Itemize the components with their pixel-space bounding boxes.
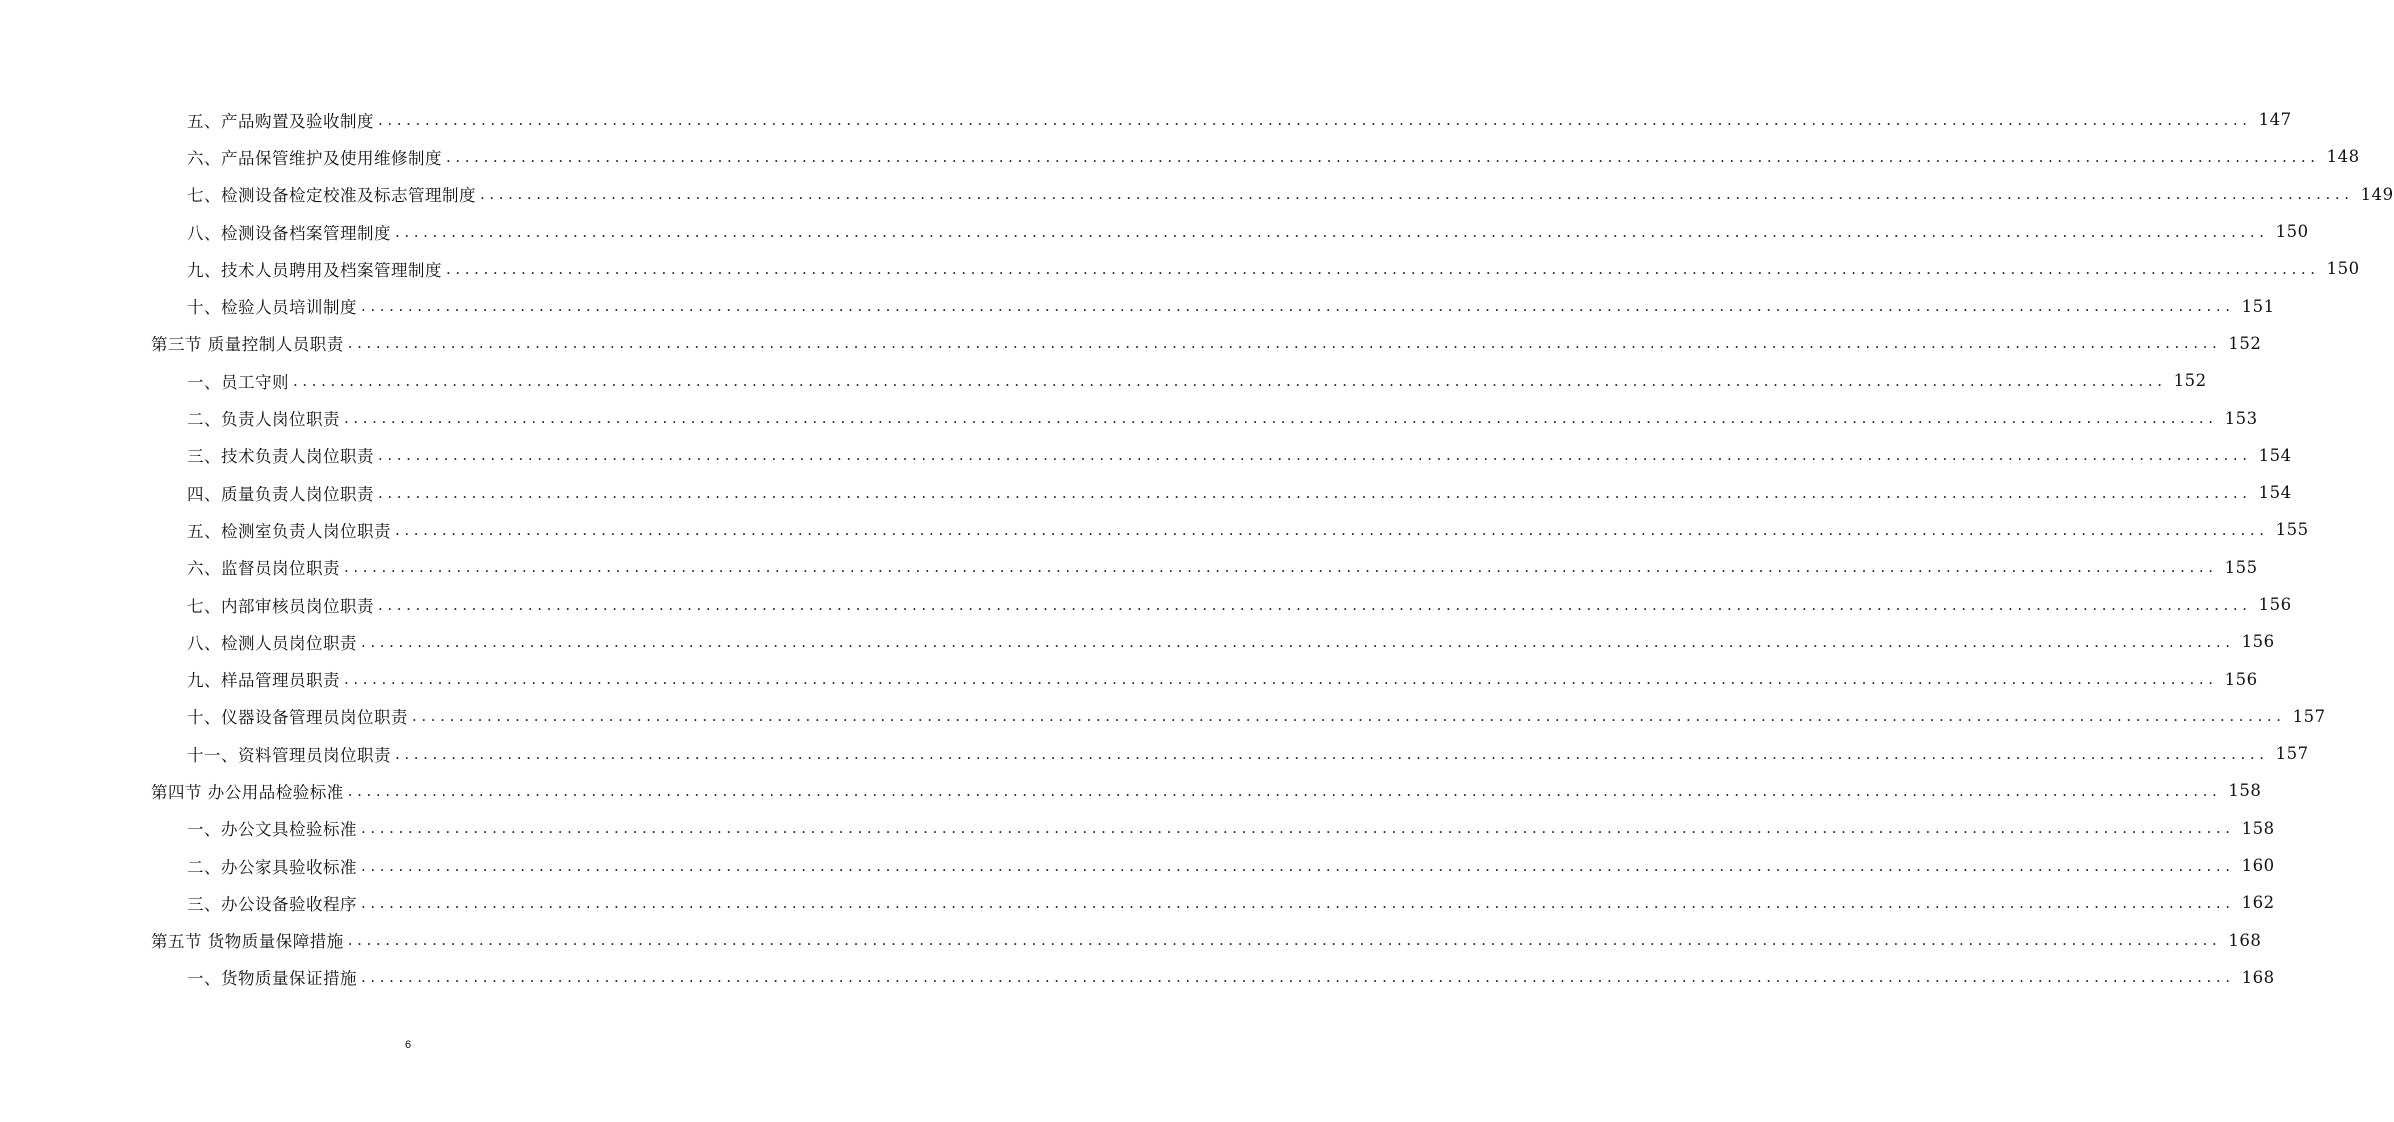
toc-entry-page: 148 [2326, 147, 2360, 167]
toc-dot-leader: ........................................................................................................................................................................................................ [395, 520, 2269, 539]
toc-section-entry[interactable] [0, 772, 2262, 809]
toc-entry[interactable] [0, 287, 2275, 324]
toc-entry-title: 十、检验人员培训制度 [187, 294, 361, 318]
toc-entry-page: 152 [2173, 371, 2207, 391]
toc-entry-page: 162 [2241, 893, 2275, 913]
toc-entry-title: 七、内部审核员岗位职责 [187, 593, 378, 617]
toc-entry-page: 158 [2241, 818, 2275, 838]
toc-entry-title: 一、货物质量保证措施 [187, 965, 361, 989]
toc-entry-page: 153 [2224, 408, 2258, 428]
toc-dot-leader: ........................................................................................................................................................................................................ [361, 632, 2235, 651]
toc-dot-leader: ........................................................................................................................................................................................................ [293, 371, 2167, 390]
toc-section-entry[interactable] [0, 325, 2262, 362]
toc-entry-page: 154 [2258, 445, 2292, 465]
toc-dot-leader: ........................................................................................................................................................................................................ [412, 707, 2286, 726]
toc-entry[interactable] [0, 549, 2258, 586]
toc-dot-leader: ........................................................................................................................................................................................................ [344, 670, 2218, 689]
toc-entry-title: 一、办公文具检验标准 [187, 816, 361, 840]
toc-entry-title: 五、产品购置及验收制度 [187, 108, 378, 132]
toc-entry[interactable] [0, 810, 2275, 847]
toc-dot-leader: ........................................................................................................................................................................................................ [480, 185, 2354, 204]
toc-entry[interactable] [0, 660, 2258, 697]
toc-entry-page: 156 [2224, 669, 2258, 689]
toc-dot-leader: ........................................................................................................................................................................................................ [347, 334, 2222, 353]
toc-entry[interactable] [0, 176, 2394, 213]
toc-dot-leader: ........................................................................................................................................................................................................ [446, 147, 2320, 166]
toc-entry-page: 154 [2258, 483, 2292, 503]
toc-entry-page: 158 [2228, 781, 2262, 801]
toc-entry-title: 九、技术人员聘用及档案管理制度 [187, 257, 446, 281]
toc-dot-leader: ........................................................................................................................................................................................................ [361, 856, 2235, 875]
toc-entry-title: 十、仪器设备管理员岗位职责 [187, 704, 412, 728]
toc-entry-title: 二、负责人岗位职责 [187, 406, 344, 430]
toc-dot-leader: ........................................................................................................................................................................................................ [347, 931, 2222, 950]
toc-entry[interactable] [0, 437, 2292, 474]
toc-dot-leader: ........................................................................................................................................................................................................ [378, 595, 2252, 614]
toc-entry-page: 155 [2224, 557, 2258, 577]
toc-entry-page: 155 [2275, 520, 2309, 540]
toc-entry[interactable] [0, 250, 2360, 287]
toc-entry-title: 七、检测设备检定校准及标志管理制度 [187, 182, 480, 206]
toc-entry-title: 三、技术负责人岗位职责 [187, 443, 378, 467]
toc-entry-page: 157 [2292, 706, 2326, 726]
toc-entry-page: 168 [2241, 967, 2275, 987]
toc-dot-leader: ........................................................................................................................................................................................................ [361, 893, 2235, 912]
toc-entry-title: 六、产品保管维护及使用维修制度 [187, 145, 446, 169]
toc-dot-leader: ........................................................................................................................................................................................................ [344, 409, 2218, 428]
toc-dot-leader: ........................................................................................................................................................................................................ [395, 744, 2269, 763]
toc-entry-title: 第三节 质量控制人员职责 [151, 331, 348, 355]
toc-entry-page: 147 [2258, 110, 2292, 130]
toc-entry-page: 156 [2258, 595, 2292, 614]
toc-entry[interactable] [0, 884, 2275, 921]
toc-entry[interactable] [0, 399, 2258, 436]
toc-entry-title: 第四节 办公用品检验标准 [151, 779, 348, 803]
toc-entry[interactable] [0, 959, 2275, 996]
toc-entry-page: 152 [2228, 333, 2262, 353]
toc-dot-leader: ........................................................................................................................................................................................................ [344, 558, 2218, 577]
toc-entry[interactable] [0, 623, 2275, 660]
toc-entry-title: 六、监督员岗位职责 [187, 555, 344, 579]
toc-entry-page: 151 [2241, 296, 2275, 316]
toc-entry-page: 168 [2228, 930, 2262, 950]
toc-entry-title: 二、办公家具验收标准 [187, 854, 361, 878]
toc-entry-title: 八、检测人员岗位职责 [187, 630, 361, 654]
toc-entry-page: 150 [2275, 222, 2309, 242]
toc-entry[interactable] [0, 847, 2275, 884]
toc-dot-leader: ........................................................................................................................................................................................................ [361, 819, 2235, 838]
toc-entry[interactable] [0, 362, 2207, 399]
toc-dot-leader: ........................................................................................................................................................................................................ [361, 968, 2235, 987]
toc-entry[interactable] [0, 698, 2326, 735]
toc-entry[interactable] [0, 213, 2309, 250]
page-number: 6 [404, 1039, 412, 1051]
toc-entry-page: 157 [2275, 744, 2309, 764]
toc-entry[interactable] [0, 101, 2292, 138]
toc-dot-leader: ........................................................................................................................................................................................................ [378, 110, 2252, 129]
toc-entry-title: 一、员工守则 [187, 369, 293, 393]
toc-entry-title: 四、质量负责人岗位职责 [187, 481, 378, 505]
toc-dot-leader: ........................................................................................................................................................................................................ [361, 297, 2235, 316]
toc-entry-page: 156 [2241, 632, 2275, 652]
toc-dot-leader: ........................................................................................................................................................................................................ [347, 781, 2222, 800]
table-of-contents [0, 101, 2394, 996]
toc-entry-title: 九、样品管理员职责 [187, 667, 344, 691]
toc-section-entry[interactable] [0, 922, 2262, 959]
toc-entry[interactable] [0, 586, 2292, 623]
toc-entry-title: 十一、资料管理员岗位职责 [187, 742, 395, 766]
toc-entry-page: 150 [2326, 259, 2360, 279]
toc-entry[interactable] [0, 138, 2360, 175]
toc-entry-title: 第五节 货物质量保障措施 [151, 928, 348, 952]
toc-entry-page: 149 [2360, 184, 2394, 204]
toc-entry-page: 160 [2241, 856, 2275, 876]
toc-entry[interactable] [0, 735, 2309, 772]
toc-dot-leader: ........................................................................................................................................................................................................ [378, 483, 2252, 502]
toc-entry[interactable] [0, 474, 2292, 511]
toc-entry-title: 八、检测设备档案管理制度 [187, 220, 395, 244]
toc-entry-title: 三、办公设备验收程序 [187, 891, 361, 915]
toc-dot-leader: ........................................................................................................................................................................................................ [378, 446, 2252, 465]
toc-entry-title: 五、检测室负责人岗位职责 [187, 518, 395, 542]
toc-dot-leader: ........................................................................................................................................................................................................ [446, 259, 2320, 278]
toc-dot-leader: ........................................................................................................................................................................................................ [395, 222, 2269, 241]
toc-entry[interactable] [0, 511, 2309, 548]
